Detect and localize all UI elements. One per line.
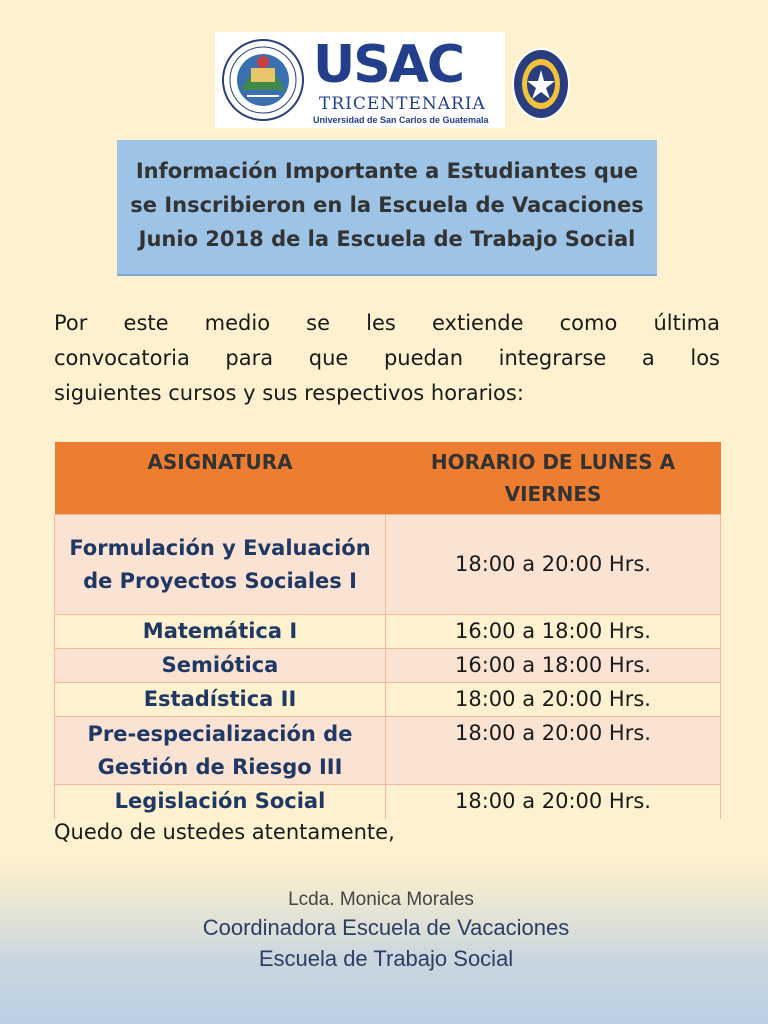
course-time: 18:00 a 20:00 Hrs. (386, 515, 721, 615)
table-row (55, 683, 721, 717)
title-line: Información Importante a Estudiantes que (135, 159, 639, 183)
course-subject: Pre-especialización de Gestión de Riesgo III (55, 717, 386, 785)
course-time: 18:00 a 20:00 Hrs. (386, 785, 721, 819)
table-row (55, 717, 721, 785)
closing-text: Quedo de ustedes atentamente, (54, 820, 395, 844)
usac-seal-icon (221, 38, 305, 122)
announcement-title (117, 140, 657, 276)
intro-line: siguientes cursos y sus respectivos horarios: (54, 381, 524, 405)
title-line: Junio 2018 de la Escuela de Trabajo Social (138, 227, 636, 251)
intro-line: Por este medio se les extiende como última (54, 311, 720, 335)
table-row (55, 515, 721, 615)
course-subject: Estadística II (55, 683, 386, 717)
trabajo-social-seal-icon (510, 46, 572, 122)
header-schedule: HORARIO DE LUNES A VIERNES (386, 442, 721, 515)
signature-name: Lcda. Monica Morales (288, 889, 474, 910)
title-line: se Inscribieron en la Escuela de Vacaciones (130, 193, 644, 217)
table-row (55, 785, 721, 819)
course-subject: Formulación y Evaluación de Proyectos Sociales I (55, 515, 386, 615)
intro-paragraph (54, 306, 720, 411)
course-subject: Matemática I (55, 615, 386, 649)
course-time: 16:00 a 18:00 Hrs. (386, 649, 721, 683)
course-time: 18:00 a 20:00 Hrs. (386, 717, 721, 785)
table-row (55, 649, 721, 683)
usac-tricentenaria: TRICENTENARIA (319, 94, 486, 114)
table-header-row (55, 442, 721, 515)
usac-wordmark: USAC (313, 35, 464, 95)
course-subject: Legislación Social (55, 785, 386, 819)
usac-logo (313, 35, 499, 125)
signature-school: Escuela de Trabajo Social (258, 946, 514, 971)
course-time: 18:00 a 20:00 Hrs. (386, 683, 721, 717)
usac-university-name: Universidad de San Carlos de Guatemala (313, 115, 489, 125)
header-subject: ASIGNATURA (55, 442, 386, 515)
course-time: 16:00 a 18:00 Hrs. (386, 615, 721, 649)
logo-bar (215, 32, 505, 128)
course-subject: Semiótica (55, 649, 386, 683)
courses-table (54, 442, 721, 819)
table-row (55, 615, 721, 649)
intro-line: convocatoria para que puedan integrarse a los (54, 346, 720, 370)
signature-role: Coordinadora Escuela de Vacaciones (202, 915, 570, 940)
